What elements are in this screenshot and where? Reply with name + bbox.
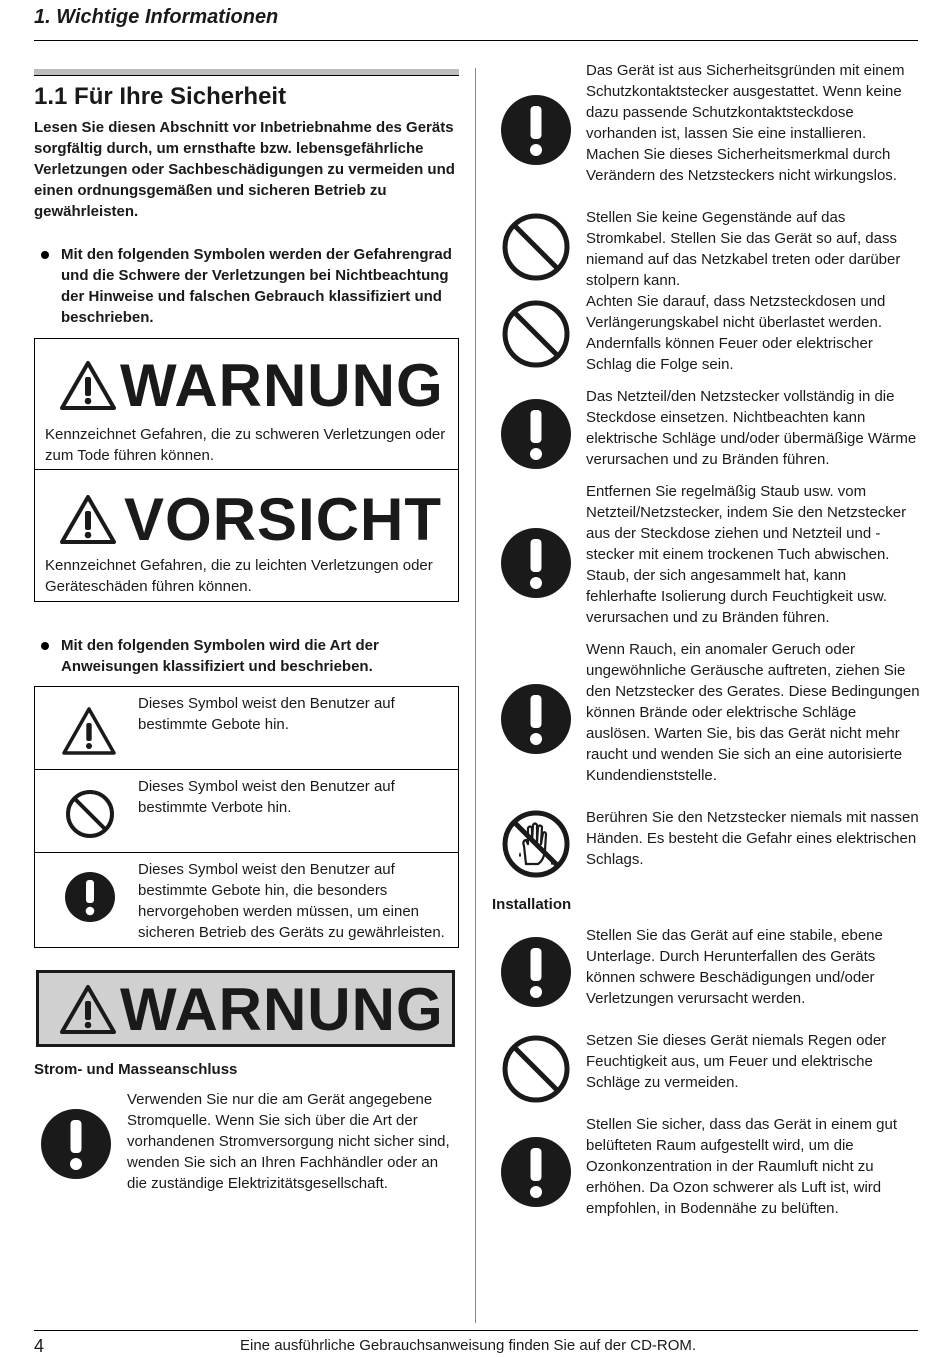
- section-rule: [34, 75, 459, 76]
- warning-triangle-icon: [58, 493, 118, 546]
- warning-description: Kennzeichnet Gefahren, die zu schweren Verletzungen oder zum Tode führen können.: [45, 426, 446, 464]
- symbol-description: Dieses Symbol weist den Benutzer auf bestimmte Gebote hin, die besonders hervorgehoben werden müssen, um einen sicheren Betrieb des Geräts zu gewährleisten.: [138, 861, 445, 941]
- mandatory-exclamation-icon: [500, 527, 572, 599]
- safety-item-text: Berühren Sie den Netzstecker niemals mit nassen Händen. Es besteht die Gefahr eines elektrischen Schlags.: [586, 809, 919, 868]
- bullet-instruction-types: [34, 635, 459, 677]
- bullet-dot: [41, 642, 49, 650]
- column-divider: [475, 68, 476, 1323]
- symbol-table-divider: [34, 852, 459, 853]
- prohibition-icon: [500, 211, 572, 283]
- page-number: 4: [34, 1336, 45, 1356]
- safety-item-text: Stellen Sie keine Gegenstände auf das Stromkabel. Stellen Sie das Gerät so auf, dass niemand auf das Netzkabel treten oder darüber stolpern kann.: [586, 209, 901, 289]
- mandatory-exclamation-icon: [500, 683, 572, 755]
- no-wet-hands-icon: [500, 808, 572, 880]
- signal-word-divider: [34, 469, 459, 470]
- warning-triangle-icon: [58, 359, 118, 412]
- symbol-table-divider: [34, 769, 459, 770]
- safety-item-text: Entfernen Sie regelmäßig Staub usw. vom Netzteil/Netzstecker, indem Sie den Netzstecker aus der Steckdose ziehen und Netzteil und -stecker mit einem trockenen Tuch abwischen. Staub, der sich angesammelt hat, kann fehlerhafte Isolierung durch Feuchtigkeit usw. verursachen und zu Bränden führen.: [586, 483, 907, 626]
- symbol-description: Dieses Symbol weist den Benutzer auf bestimmte Gebote hin.: [138, 695, 395, 733]
- intro-paragraph: Lesen Sie diesen Abschnitt vor Inbetriebnahme des Geräts sorgfältig durch, um ernsthafte bzw. lebensgefährliche Verletzungen oder Sachbeschädigungen zu vermeiden und einen ordnungsgemäßen und sicheren Betrieb zu gewährleisten.: [34, 119, 455, 220]
- header-rule: [34, 40, 918, 41]
- warning-signal-word: WARNUNG: [120, 352, 444, 419]
- bullet-severity: [34, 244, 459, 328]
- warning-triangle-icon: [58, 983, 118, 1036]
- footer-note: Eine ausführliche Gebrauchsanweisung finden Sie auf der CD-ROM.: [240, 1337, 697, 1354]
- warning-triangle-icon: [60, 705, 118, 757]
- mandatory-exclamation-icon: [500, 936, 572, 1008]
- prohibition-icon: [500, 298, 572, 370]
- mandatory-exclamation-icon: [500, 398, 572, 470]
- installation-item-text: Setzen Sie dieses Gerät niemals Regen oder Feuchtigkeit aus, um Feuer und elektrische Schläge zu vermeiden.: [586, 1032, 887, 1091]
- mandatory-exclamation-icon: [500, 94, 572, 166]
- power-text: Verwenden Sie nur die am Gerät angegebene Stromquelle. Wenn Sie sich über die Art der vorhandenen Stromversorgung nicht sicher sind, wenden Sie sich an Ihren Fachhändler oder an die zuständige Elektrizitätsgesellschaft.: [127, 1091, 450, 1192]
- safety-item-text: Wenn Rauch, ein anomaler Geruch oder ungewöhnliche Geräusche auftreten, ziehen Sie den Netzstecker des Gerates. Diese Bedingungen können Brände oder elektrische Schläge auslösen. Warten Sie, bis das Gerät nicht mehr raucht und wenden Sie sich an eine autorisierte Kundendienststelle.: [586, 641, 920, 784]
- chapter-title: 1. Wichtige Informationen: [34, 6, 279, 28]
- warning-banner-word: WARNUNG: [120, 976, 444, 1043]
- installation-item-text: Stellen Sie das Gerät auf eine stabile, ebene Unterlage. Durch Herunterfallen des Geräts können schwere Beschädigungen und/oder Verletzungen verursacht werden.: [586, 927, 883, 1007]
- bullet-dot: [41, 251, 49, 259]
- section-title: 1.1 Für Ihre Sicherheit: [34, 83, 287, 110]
- prohibition-icon: [64, 788, 116, 840]
- power-heading: Strom- und Masseanschluss: [34, 1061, 238, 1078]
- caution-description: Kennzeichnet Gefahren, die zu leichten Verletzungen oder Geräteschäden führen können.: [45, 557, 433, 595]
- safety-item-text: Das Netzteil/den Netzstecker vollständig in die Steckdose einsetzen. Nichtbeachten kann elektrische Schläge und/oder übermäßige Wärme verursachen und zu Bränden führen.: [586, 388, 917, 468]
- bullet-text: Mit den folgenden Symbolen werden der Gefahrengrad und die Schwere der Verletzungen bei Nichtbeachtung der Hinweise und falschen Gebrauch klassifiziert und beschrieben.: [61, 246, 452, 326]
- mandatory-exclamation-icon: [40, 1108, 112, 1180]
- safety-item-text: Das Gerät ist aus Sicherheitsgründen mit einem Schutzkontaktstecker ausgestattet. Wenn keine dazu passende Schutzkontaktsteckdose vorhanden ist, lassen Sie eine installieren. Machen Sie dieses Sicherheitsmerkmal durch Verändern des Netzsteckers nicht wirkungslos.: [586, 62, 905, 184]
- mandatory-exclamation-icon: [64, 871, 116, 923]
- safety-item-text: Achten Sie darauf, dass Netzsteckdosen und Verlängerungskabel nicht überlastet werden. Andernfalls können Feuer oder elektrischer Schlag die Folge sein.: [586, 293, 886, 373]
- prohibition-icon: [500, 1033, 572, 1105]
- bullet-text: Mit den folgenden Symbolen wird die Art der Anweisungen klassifiziert und beschrieben.: [61, 637, 379, 675]
- footer-rule: [34, 1330, 918, 1331]
- mandatory-exclamation-icon: [500, 1136, 572, 1208]
- caution-signal-word: VORSICHT: [124, 486, 443, 553]
- symbol-description: Dieses Symbol weist den Benutzer auf bestimmte Verbote hin.: [138, 778, 395, 816]
- installation-item-text: Stellen Sie sicher, dass das Gerät in einem gut belüfteten Raum aufgestellt wird, um die Ozonkonzentration in der Raumluft nicht zu erhöhen. Da Ozon schwerer als Luft ist, wird empfohlen, in Bodennähe zu belüften.: [586, 1116, 898, 1217]
- installation-heading: Installation: [492, 896, 572, 913]
